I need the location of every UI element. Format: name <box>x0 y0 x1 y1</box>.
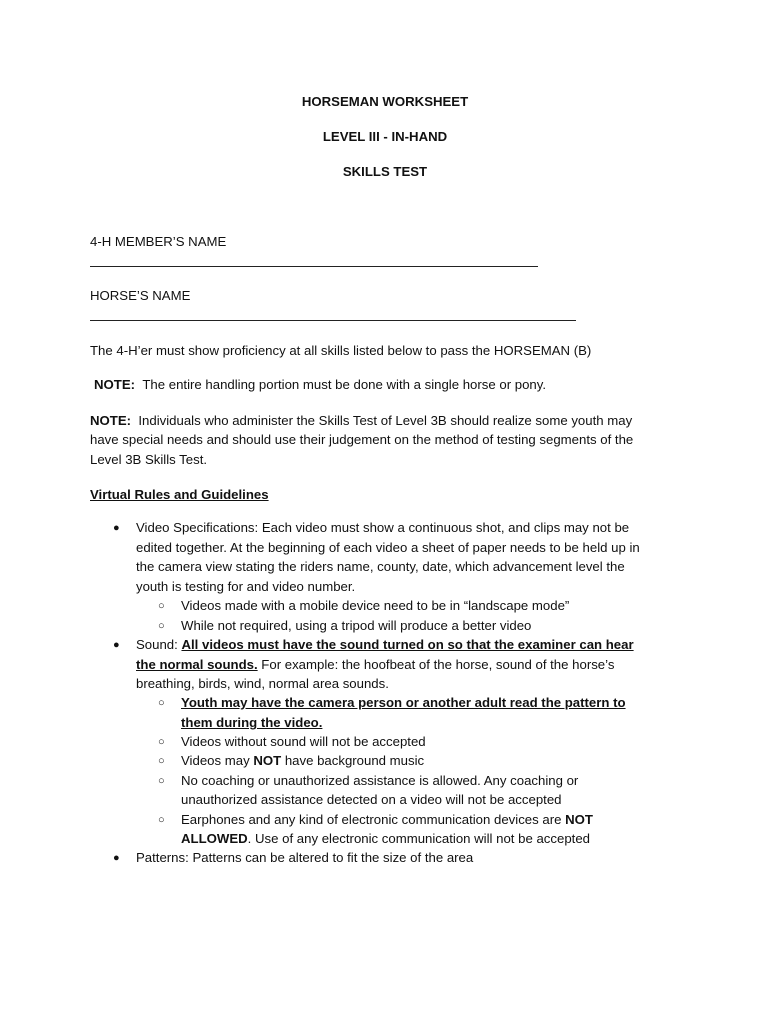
note-2-line-3: Level 3B Skills Test. <box>90 452 208 467</box>
note-1 <box>94 377 546 392</box>
section-heading: Virtual Rules and Guidelines <box>90 487 269 502</box>
sound-sub-1a: Youth may have the camera person or another adult read the pattern to <box>181 695 626 710</box>
bullet-icon: ● <box>113 852 120 864</box>
horse-name-label: HORSE’S NAME <box>90 288 191 303</box>
member-name-label: 4-H MEMBER’S NAME <box>90 234 227 249</box>
video-spec-line-4: youth is testing for and video number. <box>136 579 356 594</box>
sound-sub-5b-post: . Use of any electronic communication will not be accepted <box>247 831 590 846</box>
document-title: HORSEMAN WORKSHEET <box>301 94 469 109</box>
sound-line-3: breathing, birds, wind, normal area sounds. <box>136 676 389 691</box>
sound-sub-3-post: have background music <box>281 753 425 768</box>
note-2 <box>90 413 632 428</box>
note-2-line-1: Individuals who administer the Skills Test of Level 3B should realize some youth may <box>138 413 633 428</box>
sound-prefix: Sound: <box>136 637 182 652</box>
sound-bold-2: the normal sounds. <box>136 657 258 672</box>
sound-line-1 <box>136 637 634 652</box>
sub-bullet-icon: ○ <box>158 775 165 787</box>
video-sub-2: While not required, using a tripod will produce a better video <box>181 618 532 633</box>
patterns-line: Patterns: Patterns can be altered to fit the size of the area <box>136 850 474 865</box>
intro-text: The 4-H’er must show proficiency at all skills listed below to pass the HORSEMAN (B) <box>90 343 592 358</box>
video-spec-line-1: Video Specifications: Each video must show a continuous shot, and clips may not be <box>136 520 630 535</box>
sound-sub-5b <box>181 831 590 846</box>
document-subtitle: SKILLS TEST <box>342 164 428 179</box>
sub-bullet-icon: ○ <box>158 755 165 767</box>
member-name-field[interactable] <box>90 266 538 267</box>
note-2-line-2: have special needs and should use their judgement on the method of testing segments of the <box>90 432 634 447</box>
document-level: LEVEL III - IN-HAND <box>322 129 448 144</box>
sound-sub-3-pre: Videos may <box>181 753 254 768</box>
sound-sub-4a: No coaching or unauthorized assistance is allowed. Any coaching or <box>181 773 579 788</box>
note-1-label: NOTE: <box>94 377 136 392</box>
sub-bullet-icon: ○ <box>158 736 165 748</box>
sound-line-2 <box>136 657 614 672</box>
sound-sub-1b: them during the video. <box>181 715 323 730</box>
sound-sub-5a-bold: NOT <box>565 812 593 827</box>
note-2-label: NOTE: <box>90 413 132 428</box>
sound-bold-1: All videos must have the sound turned on so that the examiner can hear <box>181 637 634 652</box>
sound-sub-3-bold: NOT <box>253 753 282 768</box>
sound-sub-4b: unauthorized assistance detected on a video will not be accepted <box>181 792 562 807</box>
bullet-icon: ● <box>113 522 120 534</box>
sub-bullet-icon: ○ <box>158 620 165 632</box>
video-spec-line-2: edited together. At the beginning of each video a sheet of paper needs to be held up in <box>136 540 640 555</box>
note-1-text: The entire handling portion must be done with a single horse or pony. <box>142 377 547 392</box>
sound-sub-2: Videos without sound will not be accepted <box>181 734 426 749</box>
bullet-icon: ● <box>113 639 120 651</box>
sound-sub-5a <box>181 812 593 827</box>
sound-sub-5a-pre: Earphones and any kind of electronic communication devices are <box>181 812 566 827</box>
sound-sub-5b-bold: ALLOWED <box>181 831 248 846</box>
sub-bullet-icon: ○ <box>158 814 165 826</box>
horse-name-field[interactable] <box>90 320 576 321</box>
video-spec-line-3: the camera view stating the riders name, county, date, which advancement level the <box>136 559 625 574</box>
sound-rest-2: For example: the hoofbeat of the horse, sound of the horse’s <box>257 657 615 672</box>
sub-bullet-icon: ○ <box>158 600 165 612</box>
sub-bullet-icon: ○ <box>158 697 165 709</box>
video-sub-1: Videos made with a mobile device need to be in “landscape mode” <box>181 598 570 613</box>
sound-sub-3 <box>181 753 424 768</box>
